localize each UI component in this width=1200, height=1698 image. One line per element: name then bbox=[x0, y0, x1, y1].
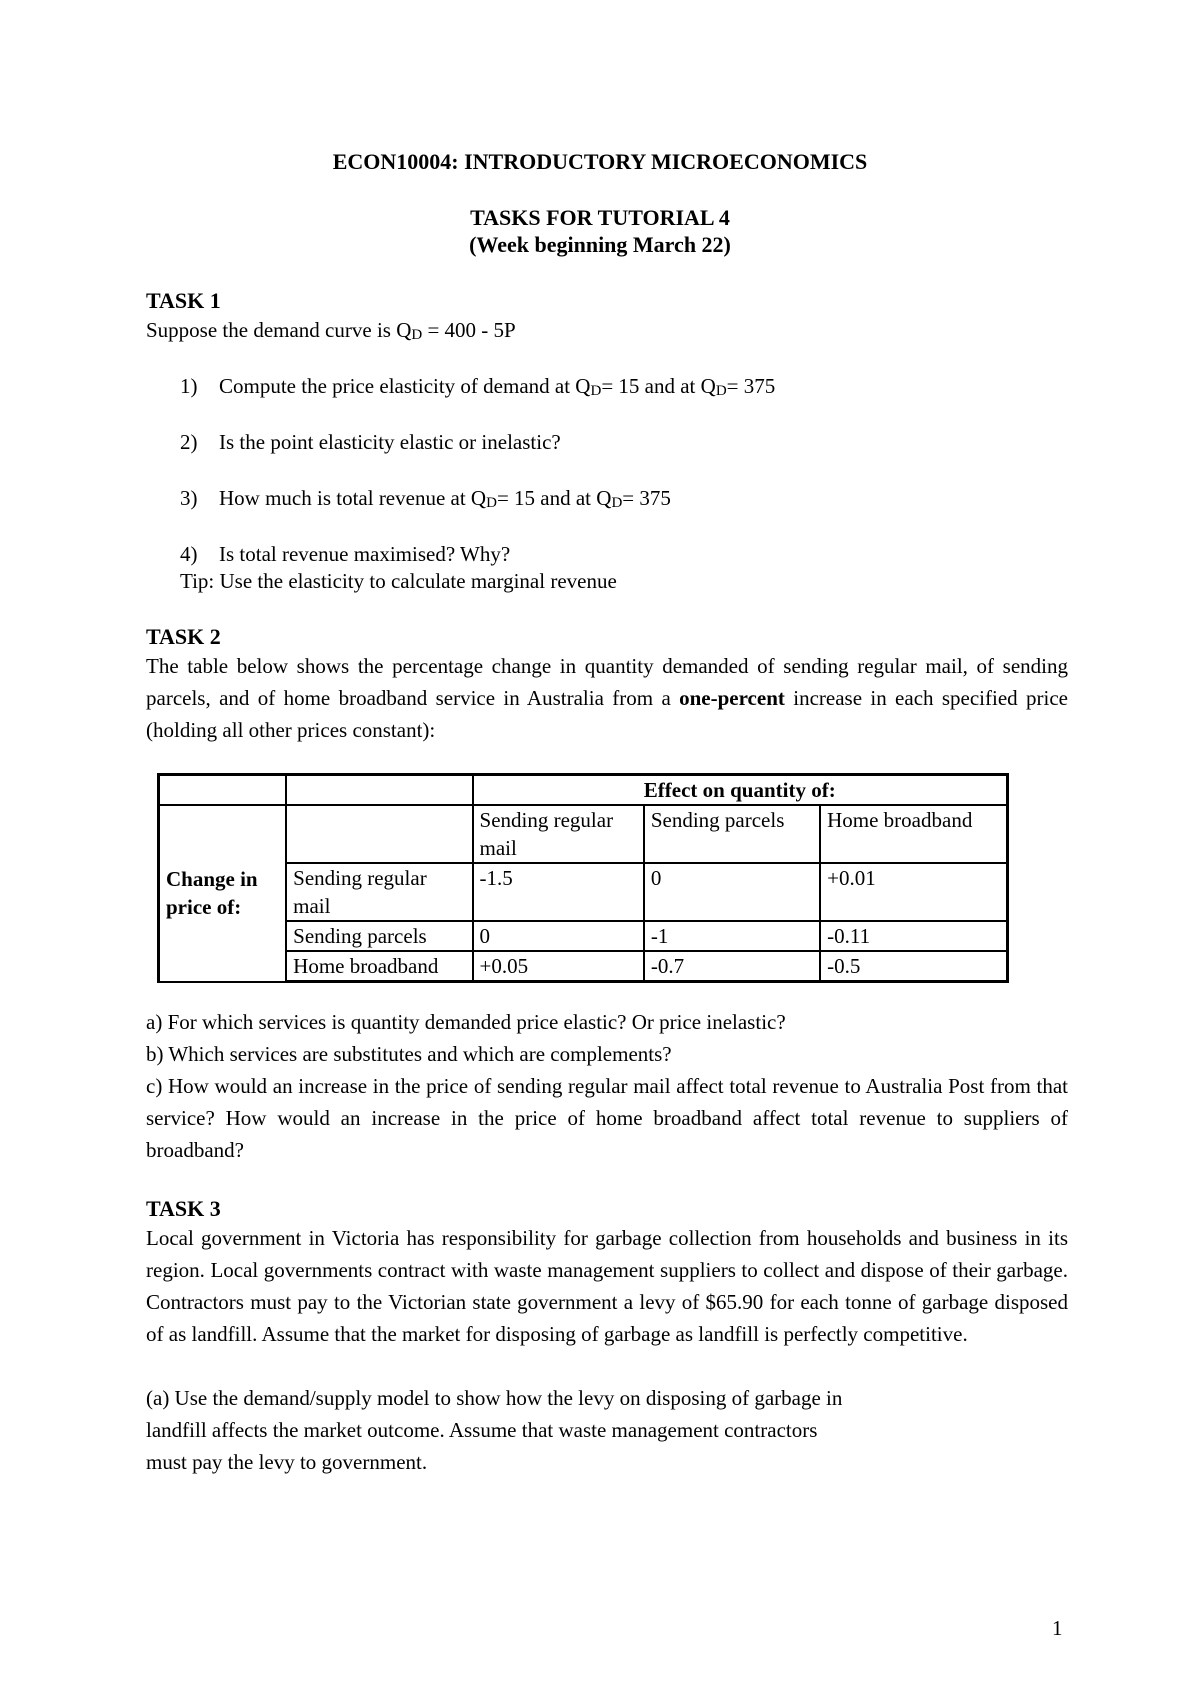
row-label: Sending parcels bbox=[286, 921, 472, 951]
task2-paragraph bbox=[146, 650, 1068, 746]
table-row bbox=[159, 921, 1008, 951]
task3-question-a-line1: (a) Use the demand/supply model to show how the levy on disposing of garbage in bbox=[146, 1386, 843, 1410]
table-empty-cell bbox=[286, 775, 472, 806]
table-cell: +0.05 bbox=[473, 951, 644, 982]
task2-heading: TASK 2 bbox=[146, 624, 221, 649]
task2-question-c: c) How would an increase in the price of sending regular mail affect total revenue to Australia Post from that service? How would an increase in the price of home broadband affect total revenue to suppliers of broadband? bbox=[146, 1074, 1068, 1162]
task2-question-b: b) Which services are substitutes and which are complements? bbox=[146, 1042, 672, 1066]
table-cell: 0 bbox=[644, 863, 820, 921]
table-cell: -0.7 bbox=[644, 951, 820, 982]
effect-header: Effect on quantity of: bbox=[473, 775, 1008, 806]
task1-q1-number: 1) bbox=[180, 374, 198, 398]
task1-q1-sub1: D bbox=[590, 383, 602, 399]
task3-question-a-line2: landfill affects the market outcome. Assume that waste management contractors bbox=[146, 1418, 818, 1442]
task1-tip: Tip: Use the elasticity to calculate marginal revenue bbox=[180, 569, 617, 593]
task1-q1-text-b: = 15 and at Q bbox=[601, 374, 716, 398]
table-cell: -0.11 bbox=[820, 921, 1007, 951]
task1-q3 bbox=[219, 482, 671, 519]
task1-intro bbox=[146, 314, 516, 351]
tasks-title: TASKS FOR TUTORIAL 4 bbox=[470, 205, 730, 230]
task1-q1-text-a: Compute the price elasticity of demand at Q bbox=[219, 374, 591, 398]
task1-heading: TASK 1 bbox=[146, 288, 221, 313]
task2-paragraph-text-b: increase in each specified price (holding all other prices constant): bbox=[146, 686, 1068, 742]
table-cell: -1.5 bbox=[473, 863, 644, 921]
page-number: 1 bbox=[1052, 1616, 1063, 1640]
task1-q1-text-c: = 375 bbox=[726, 374, 776, 398]
table-cell: 0 bbox=[473, 921, 644, 951]
task1-q4: Is total revenue maximised? Why? bbox=[219, 542, 511, 566]
task1-q1 bbox=[219, 370, 775, 407]
task1-q3-text-c: = 375 bbox=[622, 486, 671, 510]
task1-q1-sub2: D bbox=[715, 383, 727, 399]
table-cell: -1 bbox=[644, 921, 820, 951]
elasticity-table bbox=[157, 773, 1009, 983]
task1-q4-number: 4) bbox=[180, 542, 198, 566]
task1-intro-text-end: = 400 - 5P bbox=[422, 318, 516, 342]
task1-intro-subscript: D bbox=[411, 327, 423, 343]
course-title: ECON10004: INTRODUCTORY MICROECONOMICS bbox=[332, 149, 868, 174]
task1-q2-number: 2) bbox=[180, 430, 198, 454]
task1-q3-sub1: D bbox=[486, 495, 497, 511]
task1-q3-text-a: How much is total revenue at Q bbox=[219, 486, 487, 510]
task2-paragraph-emphasis: one-percent bbox=[679, 686, 785, 710]
task2-paragraph-text-a: The table below shows the percentage change in quantity demanded of sending regular mail, of sending parcels, and of home broadband service in Australia from a bbox=[146, 654, 1068, 710]
row-label: Home broadband bbox=[286, 951, 472, 982]
week-subtitle: (Week beginning March 22) bbox=[469, 232, 731, 257]
column-header: Home broadband bbox=[820, 805, 1007, 863]
column-header: Sending regular mail bbox=[473, 805, 644, 863]
task1-q3-text-b: = 15 and at Q bbox=[496, 486, 612, 510]
row-label: Sending regular mail bbox=[286, 863, 472, 921]
row-group-label: Change in price of: bbox=[159, 805, 287, 982]
table-header-row bbox=[159, 775, 1008, 806]
task1-q3-sub2: D bbox=[611, 495, 623, 511]
task2-question-a: a) For which services is quantity demanded price elastic? Or price inelastic? bbox=[146, 1010, 786, 1034]
table-cell: -0.5 bbox=[820, 951, 1007, 982]
task3-heading: TASK 3 bbox=[146, 1196, 221, 1221]
task1-intro-text: Suppose the demand curve is Q bbox=[146, 318, 412, 342]
table-row bbox=[159, 951, 1008, 982]
column-header: Sending parcels bbox=[644, 805, 820, 863]
table-row bbox=[159, 863, 1008, 921]
task3-paragraph: Local government in Victoria has responsibility for garbage collection from households and business in its region. Local governments contract with waste management suppliers to collect and dispose of their garbage. Contractors must pay to the Victorian state government a levy of $65.90 for each tonne of garbage disposed of as landfill. Assume that the market for disposing of garbage as landfill is perfectly competitive. bbox=[146, 1226, 1068, 1346]
task3-question-a-line3: must pay the levy to government. bbox=[146, 1450, 428, 1474]
task1-q3-number: 3) bbox=[180, 486, 198, 510]
table-cell: +0.01 bbox=[820, 863, 1007, 921]
task1-q2: Is the point elasticity elastic or inelastic? bbox=[219, 430, 561, 454]
table-column-header-row bbox=[159, 805, 1008, 863]
table-empty-cell bbox=[286, 805, 472, 863]
table-empty-cell bbox=[159, 775, 287, 806]
